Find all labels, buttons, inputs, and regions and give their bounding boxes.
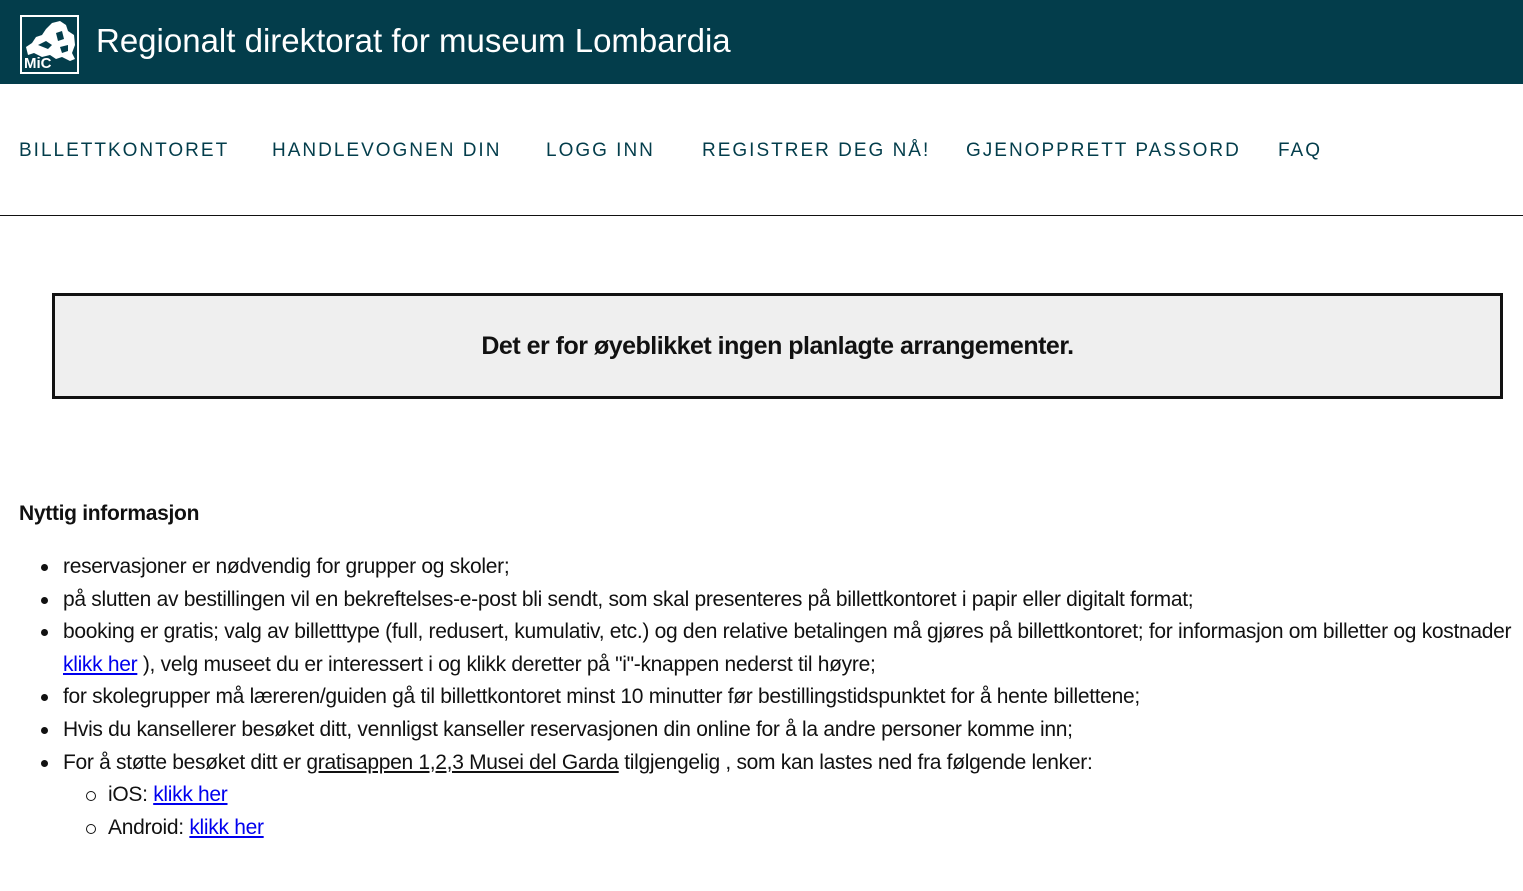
app-link[interactable]: gratisappen 1,2,3 Musei del Garda <box>306 750 619 774</box>
list-item: For å støtte besøket ditt er gratisappen 1,2,3 Musei del Garda tilgjengelig , som kan lastes ned fra følgende lenker: iOS: klikk her Android: klikk her <box>19 747 1519 845</box>
logo-text: MiC <box>24 55 52 72</box>
nav-item-registrer[interactable]: REGISTRER DEG NÅ! <box>702 140 931 161</box>
top-header <box>0 0 1523 84</box>
list-item: reservasjoner er nødvendig for grupper og skoler; <box>19 551 1519 584</box>
android-download-link[interactable]: klikk her <box>189 815 264 839</box>
info-list <box>19 551 1519 844</box>
ios-download-link[interactable]: klikk her <box>153 783 228 807</box>
mic-logo[interactable] <box>20 15 79 74</box>
tickets-info-link[interactable]: klikk her <box>63 652 138 676</box>
no-events-notice <box>52 293 1503 399</box>
site-title[interactable]: Regionalt direktorat for museum Lombardia <box>96 22 731 59</box>
nav-item-gjenopprett-passord[interactable]: GJENOPPRETT PASSORD <box>966 140 1241 161</box>
info-heading: Nyttig informasjon <box>19 502 200 525</box>
nav-item-logg-inn[interactable]: LOGG INN <box>546 140 655 161</box>
main-nav <box>0 84 1523 216</box>
list-item: booking er gratis; valg av billetttype (full, redusert, kumulativ, etc.) og den relative betalingen må gjøres på billettkontoret; for informasjon om billetter og kostnader klikk her ), velg museet du er interessert i og klikk deretter på "i"-knappen nederst til høyre; <box>19 616 1519 681</box>
list-item: på slutten av bestillingen vil en bekreftelses-e-post bli sendt, som skal presenteres på billettkontoret i papir eller digitalt format; <box>19 584 1519 617</box>
nav-item-billettkontoret[interactable]: BILLETTKONTORET <box>19 140 230 161</box>
nav-item-faq[interactable]: FAQ <box>1278 140 1323 161</box>
list-item: for skolegrupper må læreren/guiden gå til billettkontoret minst 10 minutter før bestillingstidspunktet for å hente billettene; <box>19 681 1519 714</box>
nav-item-handlevognen[interactable]: HANDLEVOGNEN DIN <box>272 140 502 161</box>
app-download-list <box>63 779 1519 844</box>
list-item: Hvis du kansellerer besøket ditt, vennligst kanseller reservasjonen din online for å la andre personer komme inn; <box>19 714 1519 747</box>
list-item-android: Android: klikk her <box>63 812 1519 845</box>
notice-text: Det er for øyeblikket ingen planlagte arrangementer. <box>481 331 1074 360</box>
list-item-ios: iOS: klikk her <box>63 779 1519 812</box>
